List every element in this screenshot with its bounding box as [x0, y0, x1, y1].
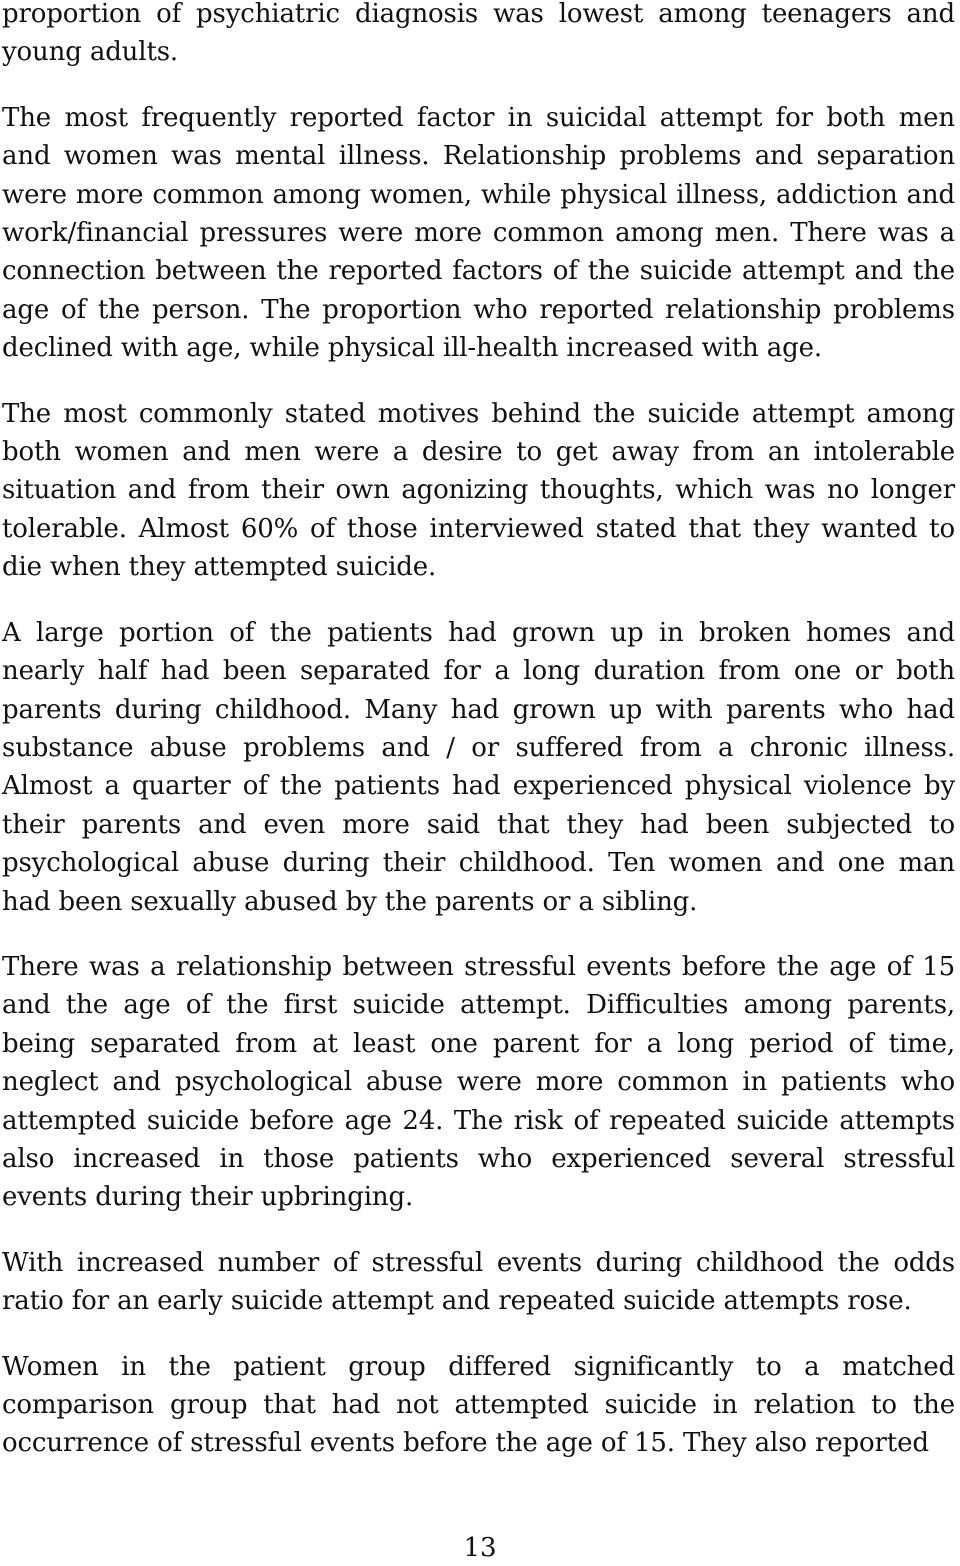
paragraph-4: A large portion of the patients had grown up in broken homes and nearly half had been separated for a long duration from one or both parents during childhood. Many had grown up with parents who had substance abuse problems and / or suffered from a chronic illness. Almost a quarter of the patients had experienced physical violence by their parents and even more said that they had been subjected to psychological abuse during their childhood. Ten women and one man had been sexually abused by the parents or a sibling. — [2, 617, 955, 917]
paragraph-3: The most commonly stated motives behind the suicide attempt among both women and men were a desire to get away from an intolerable situation and from their own agonizing thoughts, which was no longer tolerable. Almost 60% of those interviewed stated that they wanted to die when they attempted suicide. — [2, 398, 955, 583]
paragraph-6: With increased number of stressful events during childhood the odds ratio for an early suicide attempt and repeated suicide attempts rose. — [2, 1247, 955, 1317]
paragraph-7: Women in the patient group differed significantly to a matched comparison group that had not attempted suicide in relation to the occurrence of stressful events before the age of 15. They also reported — [2, 1351, 955, 1459]
paragraph-2: The most frequently reported factor in suicidal attempt for both men and women was mental illness. Relationship problems and separation were more common among women, while physical illness, addiction and work/financial pressures were more common among men. There was a connection between the reported factors of the suicide attempt and the age of the person. The proportion who reported relationship problems declined with age, while physical ill-health increased with age. — [2, 102, 955, 364]
paragraph-1: proportion of psychiatric diagnosis was lowest among teenagers and young adults. — [2, 0, 955, 68]
page-number: 13 — [463, 1533, 497, 1563]
paragraph-5: There was a relationship between stressful events before the age of 15 and the age of the first suicide attempt. Difficulties among parents, being separated from at least one parent for a long period of time, neglect and psychological abuse were more common in patients who attempted suicide before age 24. The risk of repeated suicide attempts also increased in those patients who experienced several stressful events during their upbringing. — [2, 951, 955, 1213]
body-text — [2, 0, 955, 1490]
